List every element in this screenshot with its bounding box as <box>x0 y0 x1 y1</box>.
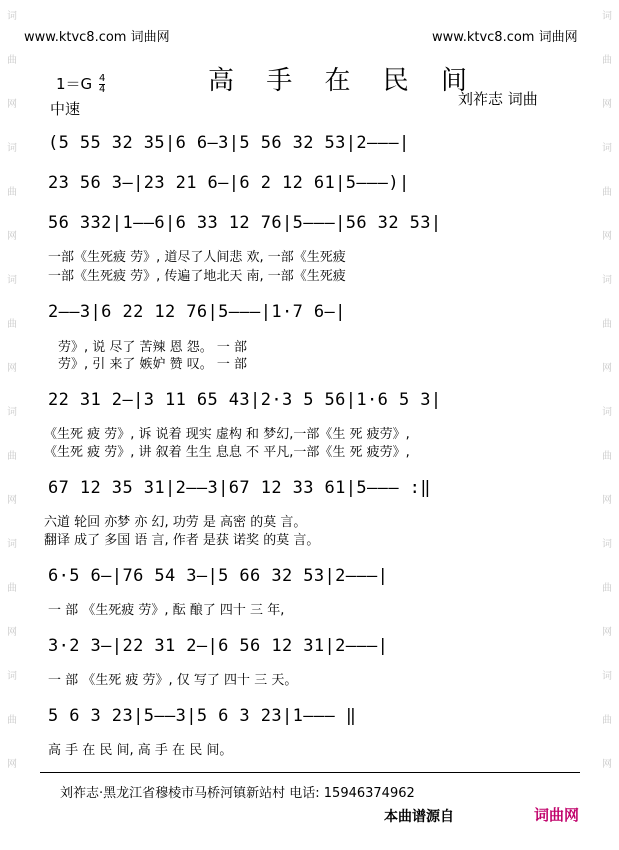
site-link-left[interactable]: www.ktvc8.com 词曲网 <box>24 30 170 45</box>
watermark-glyph: 曲 <box>602 55 612 66</box>
watermark-glyph: 词 <box>7 539 17 550</box>
watermark-glyph: 网 <box>7 627 17 638</box>
watermark-glyph: 曲 <box>602 187 612 198</box>
score-row-9: 5 6 3 23|5——3|5 6 3 23|1——— ‖ <box>48 706 357 726</box>
watermark-glyph: 词 <box>602 539 612 550</box>
watermark-glyph: 词 <box>602 143 612 154</box>
watermark-glyph: 词 <box>602 275 612 286</box>
watermark-glyph: 词 <box>7 671 17 682</box>
lyrics-row-6a: 六道 轮回 亦梦 亦 幻, 功劳 是 高密 的莫 言。 <box>44 515 307 530</box>
watermark-glyph: 曲 <box>7 319 17 330</box>
watermark-glyph: 词 <box>602 671 612 682</box>
tempo-marking: 中速 <box>50 100 81 118</box>
watermark-glyph: 网 <box>602 363 612 374</box>
lyrics-row-9: 高 手 在 民 间, 高 手 在 民 间。 <box>48 743 233 758</box>
watermark-glyph: 词 <box>7 275 17 286</box>
watermark-glyph: 曲 <box>602 715 612 726</box>
lyrics-row-3b: 一部《生死疲 劳》, 传遍了地北天 南, 一部《生死疲 <box>48 269 346 284</box>
score-row-3: 56 332|1——6|6 33 12 76|5———|56 32 53| <box>48 213 442 233</box>
lyrics-row-5b: 《生死 疲 劳》, 讲 叙着 生生 息息 不 平凡,一部《生 死 疲劳》, <box>44 445 410 460</box>
lyrics-row-3a: 一部《生死疲 劳》, 道尽了人间悲 欢, 一部《生死疲 <box>48 250 346 265</box>
score-row-7: 6·5 6—|76 54 3—|5 66 32 53|2———| <box>48 566 389 586</box>
watermark-glyph: 曲 <box>602 319 612 330</box>
watermark-glyph: 词 <box>602 407 612 418</box>
watermark-glyph: 曲 <box>7 55 17 66</box>
watermark-glyph: 网 <box>7 231 17 242</box>
composer-credit: 刘祚志 词曲 <box>458 90 538 108</box>
watermark-glyph: 词 <box>7 11 17 22</box>
watermark-glyph: 网 <box>7 363 17 374</box>
time-bottom: 4 <box>98 84 106 95</box>
side-watermark-right <box>599 10 615 802</box>
lyrics-row-8: 一 部 《生死 疲 劳》, 仅 写了 四十 三 天。 <box>48 673 298 688</box>
score-row-2: 23 56 3—|23 21 6—|6 2 12 61|5———)| <box>48 173 410 193</box>
lyrics-row-5a: 《生死 疲 劳》, 诉 说着 现实 虚构 和 梦幻,一部《生 死 疲劳》, <box>44 427 410 442</box>
score-row-6: 67 12 35 31|2——3|67 12 33 61|5——— :‖ <box>48 478 431 498</box>
score-row-5: 22 31 2—|3 11 65 43|2·3 5 56|1·6 5 3| <box>48 390 442 410</box>
time-signature <box>99 74 105 95</box>
watermark-glyph: 曲 <box>7 187 17 198</box>
watermark-glyph: 网 <box>602 99 612 110</box>
site-link-right[interactable]: www.ktvc8.com 词曲网 <box>432 30 578 45</box>
watermark-glyph: 网 <box>7 495 17 506</box>
side-watermark-left <box>4 10 20 802</box>
key-signature <box>56 73 105 95</box>
watermark-glyph: 曲 <box>7 583 17 594</box>
score-row-1: (5 55 32 35|6 6—3|5 56 32 53|2———| <box>48 133 410 153</box>
contact-info: 刘祚志·黑龙江省穆棱市马桥河镇新站村 电话: 15946374962 <box>60 786 415 801</box>
watermark-glyph: 曲 <box>602 583 612 594</box>
song-title: 高 手 在 民 间 <box>208 66 480 96</box>
watermark-glyph: 网 <box>7 759 17 770</box>
watermark-glyph: 网 <box>7 99 17 110</box>
brand-logo[interactable]: 词曲网 <box>534 806 580 824</box>
watermark-glyph: 网 <box>602 495 612 506</box>
lyrics-row-4b: 劳》, 引 来了 嫉妒 赞 叹。 一 部 <box>58 357 248 372</box>
source-label: 本曲谱源自 <box>384 809 454 825</box>
score-row-4: 2——3|6 22 12 76|5———|1·7 6—| <box>48 302 346 322</box>
watermark-glyph: 网 <box>602 759 612 770</box>
lyrics-row-4a: 劳》, 说 尽了 苦辣 恩 怨。 一 部 <box>58 340 248 355</box>
watermark-glyph: 词 <box>7 407 17 418</box>
footer-divider <box>40 772 580 773</box>
lyrics-row-7: 一 部 《生死疲 劳》, 酝 酿了 四十 三 年, <box>48 603 285 618</box>
score-row-8: 3·2 3—|22 31 2—|6 56 12 31|2———| <box>48 636 389 656</box>
watermark-glyph: 词 <box>602 11 612 22</box>
watermark-glyph: 曲 <box>7 715 17 726</box>
lyrics-row-6b: 翻译 成了 多国 语 言, 作者 是获 诺奖 的莫 言。 <box>44 533 320 548</box>
watermark-glyph: 网 <box>602 627 612 638</box>
watermark-glyph: 网 <box>602 231 612 242</box>
watermark-glyph: 曲 <box>7 451 17 462</box>
watermark-glyph: 词 <box>7 143 17 154</box>
time-top: 4 <box>98 73 106 84</box>
watermark-glyph: 曲 <box>602 451 612 462</box>
key-label: 1＝G <box>56 75 93 93</box>
